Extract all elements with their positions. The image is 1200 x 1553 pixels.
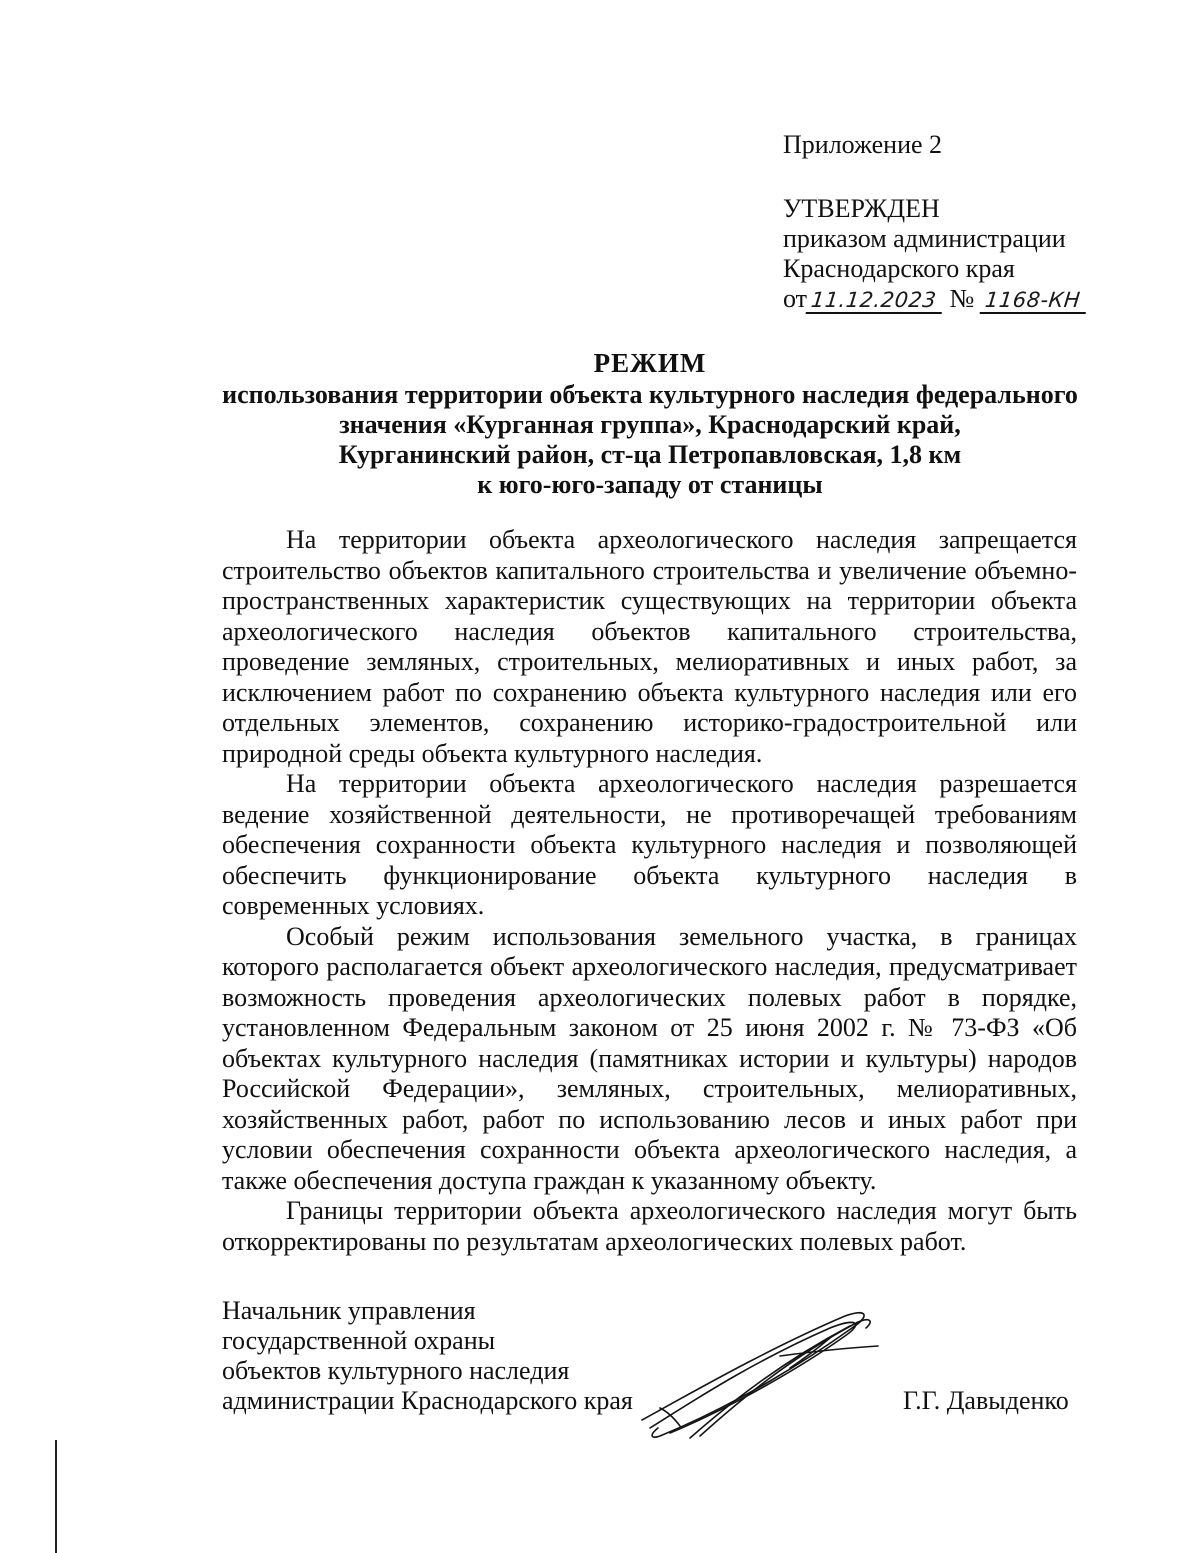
order-line-1: приказом администрации bbox=[783, 224, 1066, 253]
body-paragraph-3: Особый режим использования земельного участка, в границах которого располагается объект археологического наследия, предусматривает возможность проведения археологических полевых работ в порядке, установленном Федеральным законом от 25 июня 2002 г. № 73-ФЗ «Об объектах культурного наследия (памятниках истории и культуры) народов Российской Федерации», земляных, строительных, мелиоративных, хозяйственных работ, работ по использованию лесов и иных работ при условии обеспечения сохранности объекта археологического наследия, а также обеспечения доступа граждан к указанному объекту. bbox=[222, 921, 1077, 1195]
approval-block bbox=[783, 194, 1087, 314]
date-prefix: от bbox=[783, 284, 808, 313]
document-body bbox=[222, 525, 1077, 1257]
title-line-1: использования территории объекта культурного наследия федерального bbox=[222, 380, 1078, 409]
order-date-number-line bbox=[783, 284, 1087, 314]
body-paragraph-2: На территории объекта археологического наследия разрешается ведение хозяйственной деятельности, не противоречащей требованиям обеспечения сохранности объекта культурного наследия и позволяющей обеспечить функционирование объекта культурного наследия в современных условиях. bbox=[222, 769, 1077, 920]
position-line-1: Начальник управления bbox=[222, 1296, 476, 1325]
title-main: РЕЖИМ bbox=[593, 348, 707, 378]
signatory-name: Г.Г. Давыденко bbox=[903, 1386, 1069, 1415]
title-line-2: значения «Курганная группа», Краснодарский край, bbox=[339, 410, 961, 439]
signatory-position bbox=[222, 1296, 633, 1416]
order-date-handwritten: 11.12.2023 bbox=[806, 288, 945, 314]
title-line-4: к юго-юго-западу от станицы bbox=[477, 470, 823, 499]
position-line-2: государственной охраны bbox=[222, 1326, 496, 1355]
position-line-3: объектов культурного наследия bbox=[222, 1356, 570, 1385]
body-paragraph-4: Границы территории объекта археологического наследия могут быть откорректированы по результатам археологических полевых работ. bbox=[222, 1196, 1077, 1256]
number-prefix: № bbox=[949, 284, 975, 313]
title-line-3: Курганинский район, ст-ца Петропавловская, 1,8 км bbox=[338, 440, 962, 469]
position-line-4: администрации Краснодарского края bbox=[222, 1386, 633, 1415]
order-number-handwritten: 1168-КН bbox=[979, 288, 1088, 314]
body-paragraph-1: На территории объекта археологического наследия запрещается строительство объектов капитального строительства и увеличение объемно-пространственных характеристик существующих на территории объекта археологического наследия объектов капитального строительства, проведение земляных, строительных, мелиоративных и иных работ, за исключением работ по сохранению объекта культурного наследия или его отдельных элементов, сохранению историко-градостроительной или природной среды объекта культурного наследия. bbox=[222, 525, 1077, 768]
order-line-2: Краснодарского края bbox=[783, 254, 1015, 283]
handwritten-signature bbox=[630, 1308, 880, 1443]
document-title bbox=[200, 348, 1100, 500]
appendix-label: Приложение 2 bbox=[783, 130, 943, 159]
scan-edge-line bbox=[55, 1440, 57, 1553]
approved-label: УТВЕРЖДЕН bbox=[783, 194, 940, 223]
